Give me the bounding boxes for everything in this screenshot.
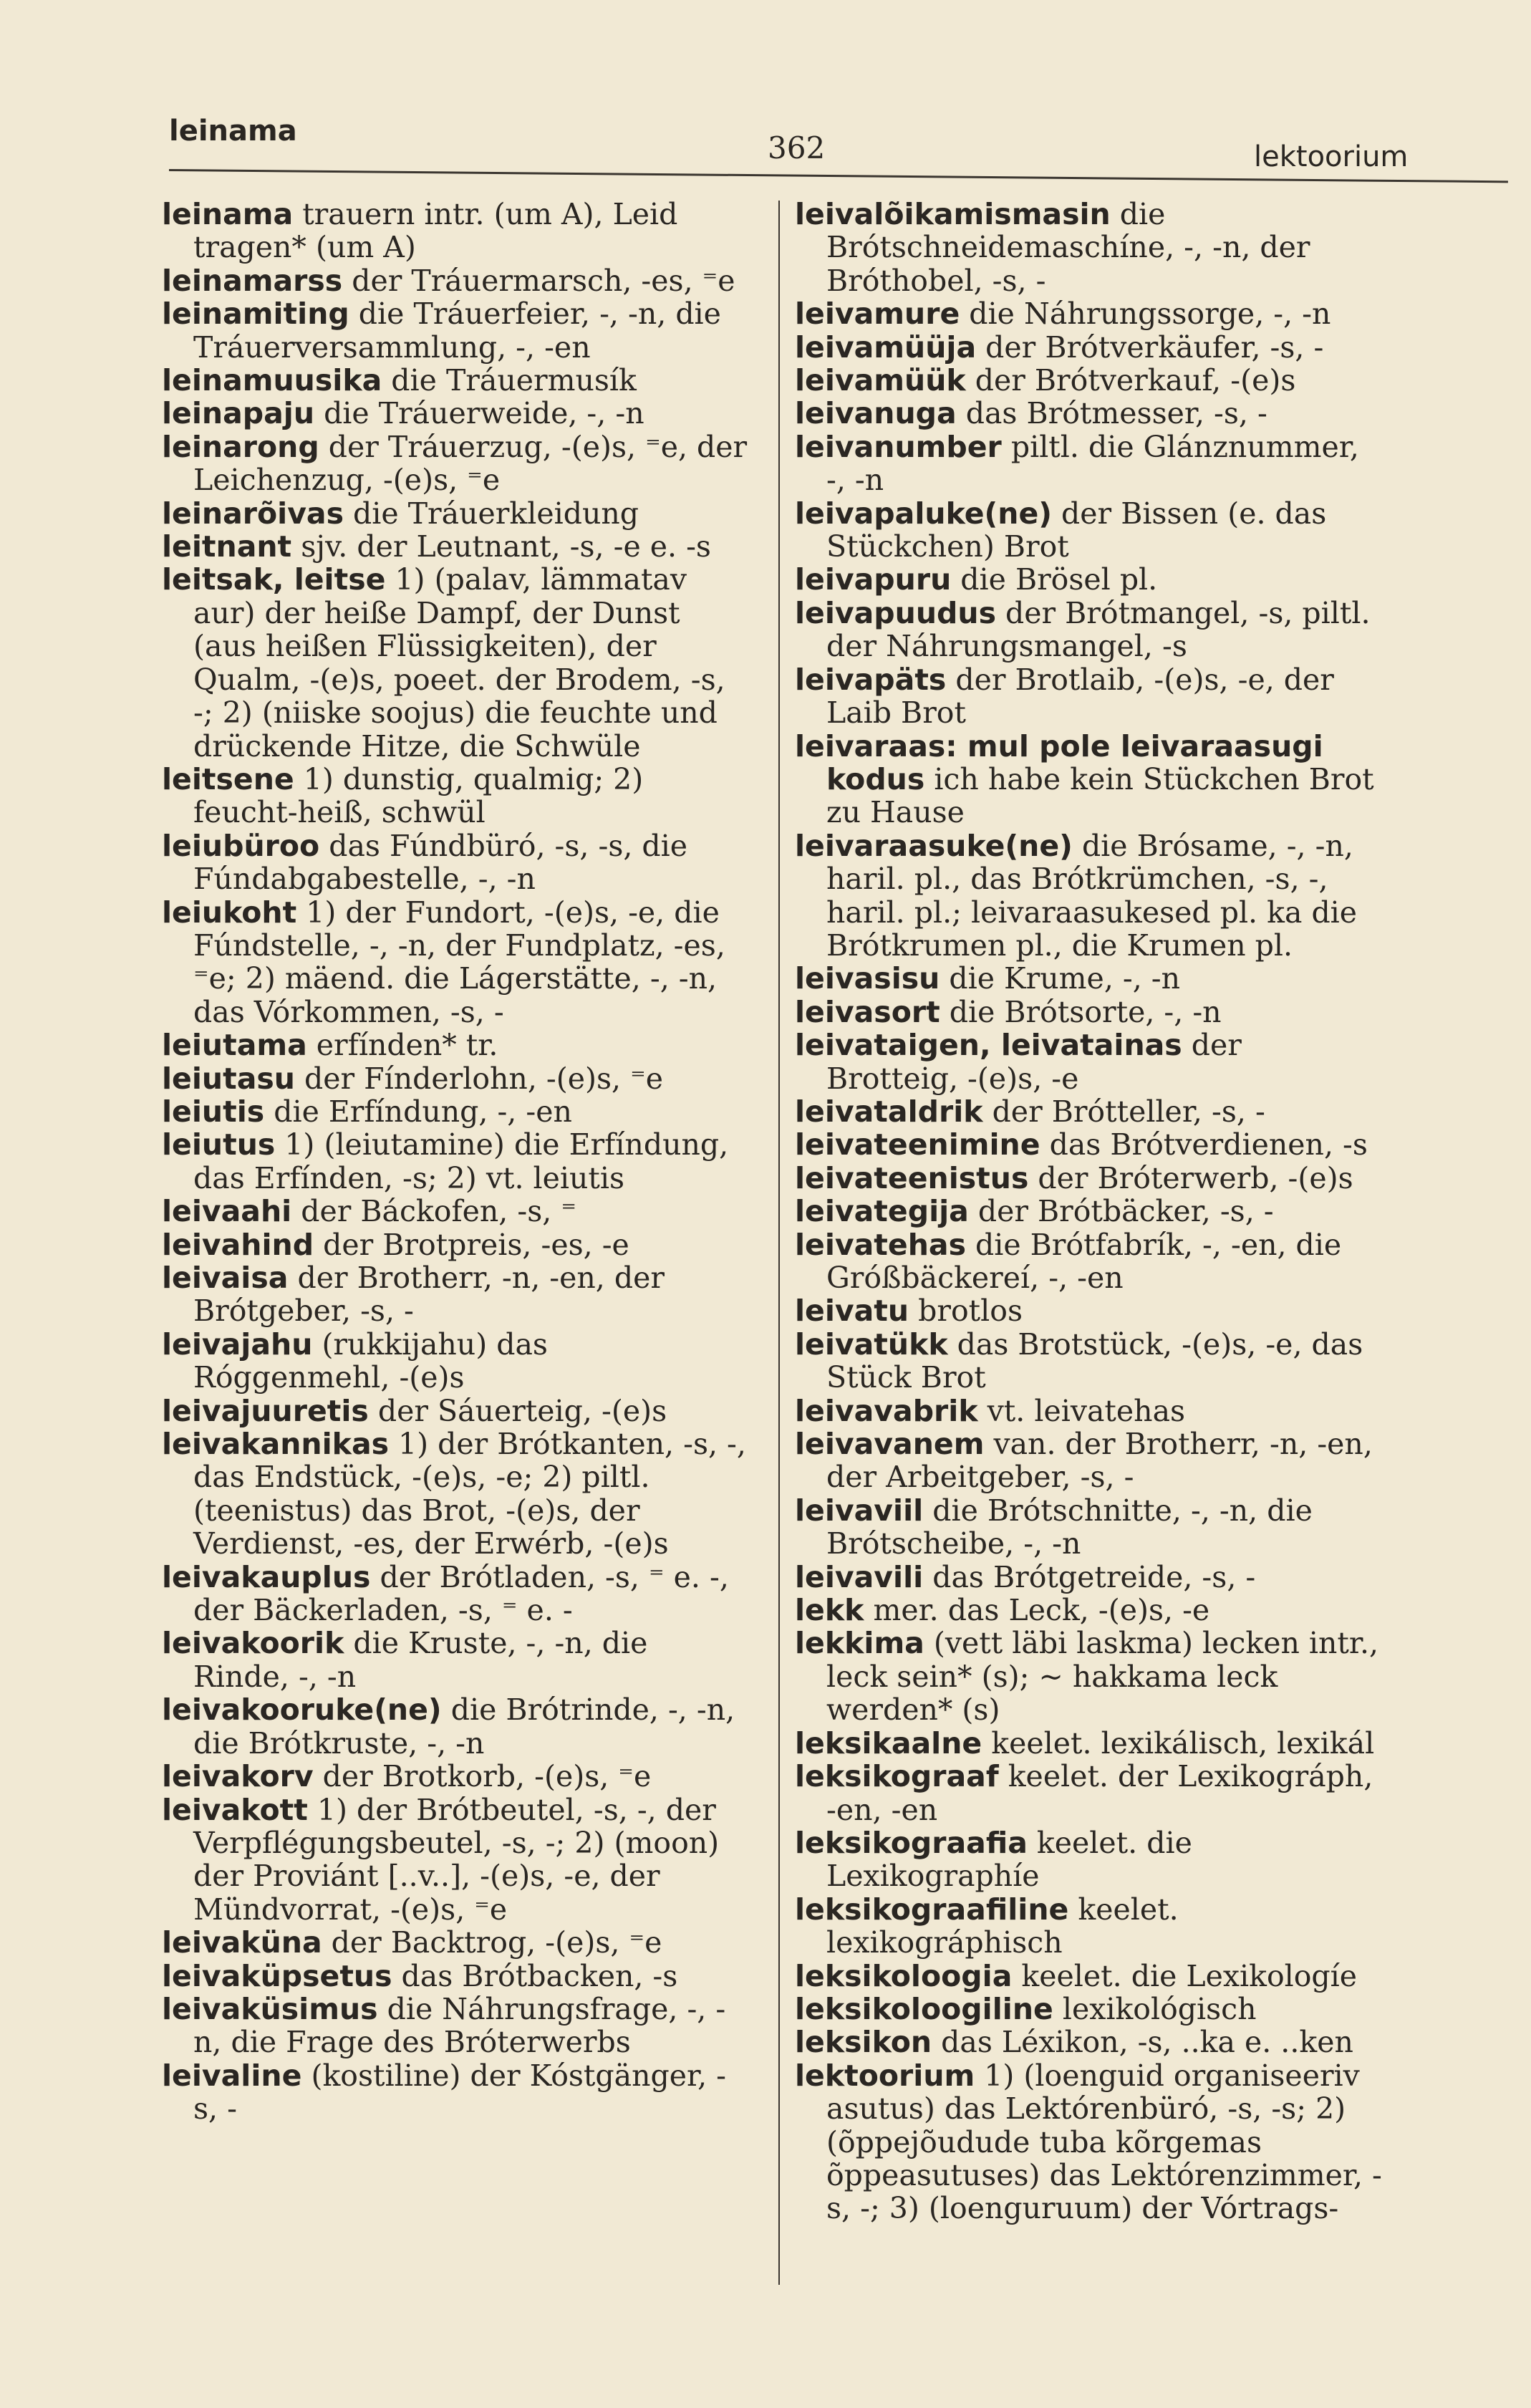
right-column (795, 198, 1382, 2225)
headword: leivamure (795, 297, 960, 332)
definition: keelet. die Lexikographíe (826, 1825, 1192, 1894)
definition: die Brótschneidemaschíne, -, -n, der Bróthobel, -s, - (826, 197, 1310, 298)
headword: leinama (162, 197, 294, 231)
headword: leivasort (795, 994, 940, 1029)
dictionary-entry (162, 297, 749, 364)
headword: leiutasu (162, 1061, 295, 1096)
dictionary-entry (795, 1727, 1382, 1760)
headword: leivatükk (795, 1326, 948, 1362)
dictionary-entry (795, 996, 1382, 1029)
definition: der Brotpreis, -es, -e (314, 1227, 629, 1262)
dictionary-entry (795, 397, 1382, 430)
headword: leinamuusika (162, 363, 382, 398)
definition: keelet. die Lexikologíe (1012, 1958, 1358, 1993)
headword: leksikoloogia (795, 1958, 1013, 1993)
definition: die Erfíndung, -, -en (264, 1094, 572, 1129)
headword: leivavanem (795, 1427, 985, 1462)
dictionary-entry (162, 1561, 749, 1627)
dictionary-entry (162, 1693, 749, 1760)
dictionary-entry (795, 1594, 1382, 1627)
headword: leivaisa (162, 1261, 289, 1295)
dictionary-entry (162, 1926, 749, 1959)
definition: die Náhrungssorge, -, -n (960, 297, 1331, 332)
definition: die Tráuerkleidung (344, 496, 639, 531)
headword: leivaviil (795, 1493, 924, 1528)
headword: leinamiting (162, 297, 349, 332)
dictionary-entry (162, 1328, 749, 1395)
definition: (kostiline) der Kóstgänger, -s, - (193, 2058, 727, 2127)
dictionary-entry (795, 1760, 1382, 1826)
definition: der Tráuermarsch, -es, ⁼e (342, 263, 735, 298)
headword: leivamüük (795, 363, 966, 398)
dictionary-entry (795, 1228, 1382, 1295)
dictionary-entry (162, 1261, 749, 1328)
headword: leitsene (162, 761, 294, 796)
headword: leivaraas: mul pole leivaraasugi kodus (795, 728, 1323, 796)
definition: die Brótschnitte, -, -n, die Brótscheibe, -, -n (826, 1493, 1313, 1561)
dictionary-entry (795, 962, 1382, 995)
definition: 1) dunstig, qualmig; 2) feucht-heiß, schwül (193, 761, 644, 830)
definition: van. der Brotherr, -n, -en, der Arbeitgeber, -s, - (826, 1427, 1373, 1495)
headword: leivahind (162, 1227, 314, 1262)
definition: die Brösel pl. (951, 562, 1158, 597)
dictionary-entry (162, 1195, 749, 1228)
headword: leivakott (162, 1792, 308, 1827)
dictionary-entry (795, 297, 1382, 330)
definition: der Brotherr, -n, -en, der Brótgeber, -s, - (193, 1261, 665, 1329)
headword: leivakooruke(ne) (162, 1692, 442, 1728)
dictionary-entry (795, 1826, 1382, 1893)
definition: der Sáuerteig, -(e)s (368, 1393, 667, 1428)
headword: leivavili (795, 1559, 924, 1594)
headword: leivaküna (162, 1925, 322, 1960)
dictionary-entry (162, 1427, 749, 1561)
headword: leivaahi (162, 1194, 292, 1229)
dictionary-entry (795, 663, 1382, 730)
dictionary-entry (162, 1228, 749, 1261)
definition: (vett läbi laskma) lecken intr., leck sein* (s); ~ hakkama leck werden* (s) (826, 1626, 1379, 1728)
left-column (162, 198, 749, 2126)
definition: das Brótverdienen, -s (1040, 1127, 1368, 1162)
definition: die Krume, -, -n (940, 961, 1181, 996)
headword: leksikaalne (795, 1725, 982, 1761)
headword: leivasisu (795, 961, 940, 996)
dictionary-entry (795, 1960, 1382, 1993)
column-divider (778, 201, 780, 2285)
dictionary-entry (795, 1294, 1382, 1327)
headword: leivamüüja (795, 329, 977, 365)
dictionary-entry (162, 1029, 749, 1061)
headword: leivapuudus (795, 595, 996, 630)
definition: der Brótteller, -s, - (982, 1094, 1265, 1129)
headword: leivanumber (795, 429, 1002, 464)
headword: leivataldrik (795, 1094, 983, 1129)
headword: leivavabrik (795, 1393, 978, 1428)
dictionary-entry (795, 2026, 1382, 2058)
headword: leivaraasuke(ne) (795, 828, 1073, 863)
dictionary-entry (162, 397, 749, 430)
definition: die Brótsorte, -, -n (940, 994, 1222, 1029)
definition: 1) der Brótbeutel, -s, -, der Verpflégungsbeutel, -s, -; 2) (moon) der Proviánt [..v..], -(e)s, -e, der Mündvorrat, -(e)s, ⁼e (193, 1792, 720, 1927)
dictionary-entry (795, 497, 1382, 564)
definition: vt. leivatehas (977, 1393, 1186, 1428)
definition: sjv. der Leutnant, -s, -e e. -s (291, 529, 711, 564)
dictionary-entry (162, 1993, 749, 2059)
definition: der Brótladen, -s, ⁼ e. -, der Bäckerladen, -s, ⁼ e. - (193, 1559, 729, 1628)
definition: der Brotteig, -(e)s, -e (826, 1028, 1242, 1096)
headword: leivajuuretis (162, 1393, 369, 1428)
headword: lekkima (795, 1626, 924, 1661)
definition: der Brótverkäufer, -s, - (976, 329, 1324, 365)
headword: leivateenimine (795, 1127, 1040, 1162)
dictionary-entry (795, 1494, 1382, 1561)
dictionary-entry (162, 896, 749, 1029)
headword: leivaküsimus (162, 1991, 378, 2026)
headword: leivalõikamismasin (795, 197, 1111, 231)
headword: leiutama (162, 1028, 307, 1063)
dictionary-entry (795, 430, 1382, 497)
dictionary-entry (795, 1029, 1382, 1095)
headword: leitsak, leitse (162, 562, 386, 597)
definition: der Báckofen, -s, ⁼ (291, 1194, 576, 1229)
dictionary-entry (162, 430, 749, 497)
definition: die Náhrungsfrage, -, -n, die Frage des Bróterwerbs (193, 1991, 726, 2060)
definition: der Bróterwerb, -(e)s (1028, 1160, 1353, 1195)
definition: die Brótrinde, -, -n, die Brótkruste, -, -n (193, 1692, 735, 1761)
definition: keelet. lexikográphisch (826, 1892, 1179, 1960)
definition: 1) (loenguid organiseeriv asutus) das Lektórenbüró, -s, -s; 2) (õppejõudude tuba kõrgemas õppeasutuses) das Lektórenzimmer, -s, -; 3) (loenguruum) der Vórtrags- (826, 2058, 1382, 2226)
definition: keelet. der Lexikográph, -en, -en (826, 1759, 1373, 1827)
definition: 1) der Brótkanten, -s, -, das Endstück, -(e)s, -e; 2) piltl. (teenistus) das Brot, -(e)s, der Verdienst, -es, der Erwérb, -(e)s (193, 1427, 746, 1561)
dictionary-entry (162, 763, 749, 829)
headword: leivakauplus (162, 1559, 371, 1594)
dictionary-entry (162, 1062, 749, 1095)
headword: leivanuga (795, 396, 957, 431)
headword: leinapaju (162, 396, 315, 431)
definition: 1) der Fundort, -(e)s, -e, die Fúndstelle, -, -n, der Fundplatz, -es, ⁼e; 2) mäend. die Lágerstätte, -, -n, das Vórkommen, -s, - (193, 895, 725, 1029)
definition: der Backtrog, -(e)s, ⁼e (322, 1925, 662, 1960)
headword: leksikograafia (795, 1825, 1028, 1860)
definition: lexikológisch (1053, 1991, 1257, 2026)
definition: piltl. die Glánznummer, -, -n (826, 429, 1359, 498)
headword: leivakorv (162, 1759, 314, 1794)
page-number: 362 (768, 130, 826, 165)
definition: keelet. lexikálisch, lexikál (982, 1725, 1375, 1761)
definition: das Brótgetreide, -s, - (923, 1559, 1256, 1594)
dictionary-entry (162, 563, 749, 762)
dictionary-entry (162, 1627, 749, 1693)
definition: die Brótfabrík, -, -en, die Gróßbäckereí, -, -en (826, 1227, 1342, 1295)
definition: der Brótverkauf, -(e)s (965, 363, 1296, 398)
headword: leksikoloogiline (795, 1991, 1053, 2026)
dictionary-entry (162, 1760, 749, 1793)
definition: das Brotstück, -(e)s, -e, das Stück Brot (826, 1326, 1363, 1395)
headword: leksikon (795, 2025, 932, 2060)
headword: leiubüroo (162, 828, 320, 863)
definition: die Kruste, -, -n, die Rinde, -, -n (193, 1626, 648, 1694)
definition: der Brótmangel, -s, piltl. der Náhrungsmangel, -s (826, 595, 1371, 664)
headword: leivapäts (795, 662, 947, 697)
definition: 1) (leiutamine) die Erfíndung, das Erfínden, -s; 2) vt. leiutis (193, 1127, 729, 1195)
dictionary-entry (795, 1162, 1382, 1195)
dictionary-entry (795, 730, 1382, 829)
dictionary-entry (795, 597, 1382, 663)
dictionary-entry (795, 364, 1382, 397)
definition: die Tráuerweide, -, -n (314, 396, 644, 431)
dictionary-entry (795, 1993, 1382, 2026)
dictionary-entry (795, 198, 1382, 297)
definition: das Brótmesser, -s, - (956, 396, 1267, 431)
definition: erfínden* tr. (306, 1028, 498, 1063)
dictionary-entry (795, 1561, 1382, 1594)
headword: leivajahu (162, 1326, 313, 1362)
dictionary-entry (162, 1128, 749, 1195)
dictionary-entry (795, 1893, 1382, 1960)
dictionary-entry (795, 1427, 1382, 1494)
headword: leivaline (162, 2058, 302, 2093)
headword: leivapuru (795, 562, 952, 597)
headword: leiutis (162, 1094, 265, 1129)
definition: 1) (palav, lämmatav aur) der heiße Dampf, der Dunst (aus heißen Flüssigkeiten), der Qualm, -(e)s, poeet. der Brodem, -s, -; 2) (niiske soojus) die feuchte und drückende Hitze, die Schwüle (193, 562, 725, 764)
dictionary-entry (795, 829, 1382, 963)
dictionary-entry (795, 1328, 1382, 1395)
definition: der Brotlaib, -(e)s, -e, der Laib Brot (826, 662, 1334, 731)
dictionary-entry (162, 829, 749, 896)
headword: leivatehas (795, 1227, 966, 1262)
definition: brotlos (909, 1294, 1023, 1329)
dictionary-entry (795, 331, 1382, 364)
dictionary-entry (162, 198, 749, 264)
headword: leivategija (795, 1194, 969, 1229)
dictionary-entry (795, 2059, 1382, 2225)
definition: ich habe kein Stückchen Brot zu Hause (826, 761, 1374, 830)
dictionary-entry (162, 264, 749, 297)
definition: der Fínderlohn, -(e)s, ⁼e (294, 1061, 664, 1096)
headword: leinarong (162, 429, 319, 464)
headword: leivataigen, leivatainas (795, 1028, 1182, 1063)
dictionary-entry (162, 1095, 749, 1128)
definition: trauern intr. (um A), Leid tragen* (um A) (193, 197, 678, 265)
dictionary-entry (795, 1395, 1382, 1427)
headword: lektoorium (795, 2058, 975, 2093)
headword: leksikograafiline (795, 1892, 1069, 1927)
definition: der Bissen (e. das Stückchen) Brot (826, 496, 1327, 564)
dictionary-entry (162, 497, 749, 530)
dictionary-entry (162, 364, 749, 397)
headword: leivakoorik (162, 1626, 344, 1661)
definition: die Tráuermusík (382, 363, 637, 398)
headword: leivapaluke(ne) (795, 496, 1053, 531)
dictionary-entry (162, 1395, 749, 1427)
dictionary-entry (795, 1095, 1382, 1128)
dictionary-entry (162, 1960, 749, 1993)
definition: der Tráuerzug, -(e)s, ⁼e, der Leichenzug, -(e)s, ⁼e (193, 429, 748, 498)
headword: leksikograaf (795, 1759, 999, 1794)
definition: (rukkijahu) das Róggenmehl, -(e)s (193, 1326, 548, 1395)
definition: das Fúndbüró, -s, -s, die Fúndabgabestelle, -, -n (193, 828, 688, 897)
running-head-left: leinama (169, 115, 297, 148)
definition: mer. das Leck, -(e)s, -e (864, 1593, 1210, 1628)
dictionary-entry (795, 1627, 1382, 1726)
definition: die Tráuerfeier, -, -n, die Tráuerversammlung, -, -en (193, 297, 721, 365)
dictionary-entry (795, 1195, 1382, 1228)
dictionary-entry (162, 530, 749, 563)
dictionary-entry (162, 2059, 749, 2126)
headword: leivaküpsetus (162, 1958, 392, 1993)
definition: das Léxikon, -s, ..ka e. ..ken (932, 2025, 1353, 2060)
running-head-right: lektoorium (1254, 140, 1409, 173)
definition: der Brótbäcker, -s, - (968, 1194, 1274, 1229)
headword: leinarõivas (162, 496, 344, 531)
definition: der Brotkorb, -(e)s, ⁼e (313, 1759, 652, 1794)
headword: leiutus (162, 1127, 276, 1162)
headword: leinamarss (162, 263, 343, 298)
definition: die Brósame, -, -n, haril. pl., das Brótkrümchen, -s, -, haril. pl.; leivaraasukesed pl. ka die Brótkrumen pl., die Krumen pl. (826, 828, 1358, 963)
dictionary-entry (795, 563, 1382, 596)
headword: leivatu (795, 1294, 909, 1329)
definition: das Brótbacken, -s (392, 1958, 678, 1993)
headword: leivateenistus (795, 1160, 1029, 1195)
dictionary-entry (162, 1793, 749, 1927)
headword: leiukoht (162, 895, 297, 930)
headword: leivakannikas (162, 1427, 390, 1462)
dictionary-entry (795, 1128, 1382, 1161)
headword: lekk (795, 1593, 864, 1628)
headword: leitnant (162, 529, 292, 564)
